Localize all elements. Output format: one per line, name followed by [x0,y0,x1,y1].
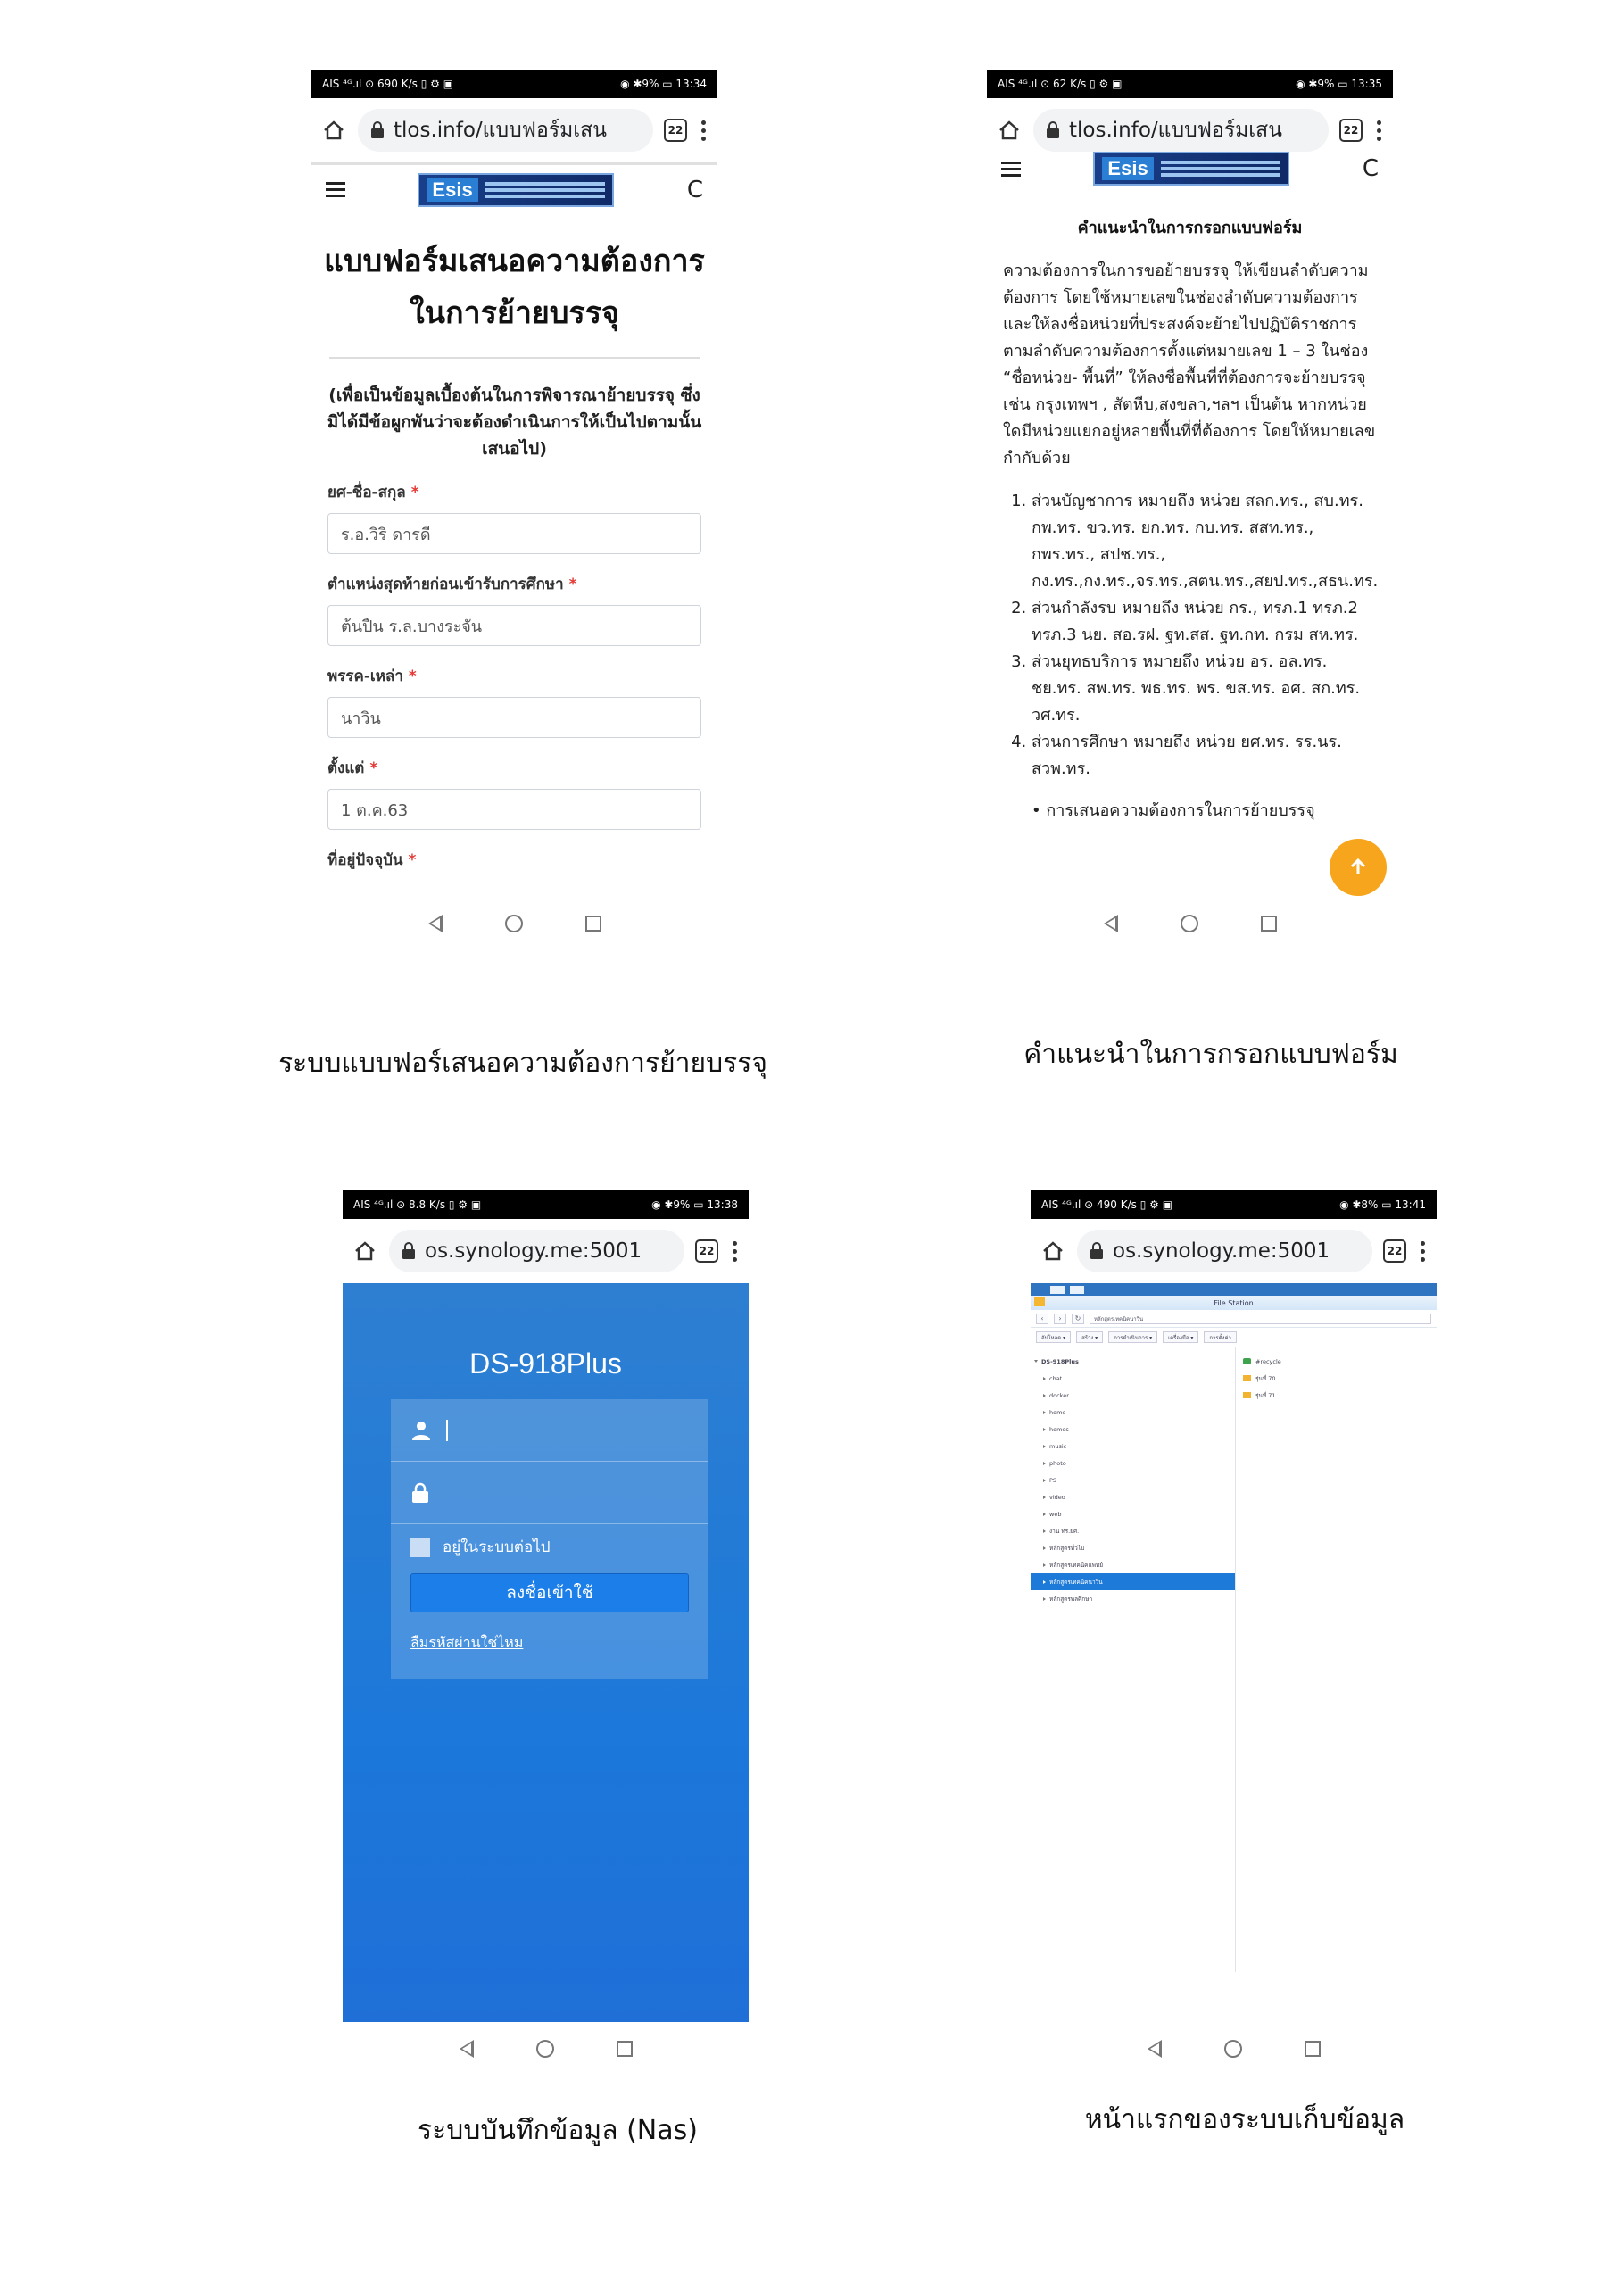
folder-icon [1243,1375,1251,1381]
tree-item[interactable]: homes [1031,1421,1235,1438]
tree-item[interactable]: หลักสูตรพลศึกษา [1031,1590,1235,1607]
field-label-address: ที่อยู่ปัจจุบัน * [327,851,417,869]
tab-switcher-button[interactable]: 22 [1383,1239,1406,1263]
remember-me[interactable] [391,1535,708,1559]
field-label-since: ตั้งแต่ * [327,759,378,777]
url-field[interactable] [389,1230,684,1272]
bullet-item: • การเสนอความต้องการในการย้ายบรรจุ [1032,801,1315,820]
tree-item-selected[interactable]: หลักสูตรเทคนิคนาวิน [1031,1573,1235,1590]
position-field[interactable]: ต้นปืน ร.ล.บางระจัน [327,605,701,646]
screen-file-station [1031,1190,1437,2074]
instructions-paragraph: ความต้องการในการขอย้ายบรรจุ ให้เขียนลำดับความต้องการ โดยใช้หมายเลขในช่องลำดับความต้องการ และให้ลงชื่อหน่วยที่ประสงค์จะย้ายไปปฏิบัติราชการตามลำดับความต้องการตั้งแต่หมายเลข 1 – 3 ในช่อง “ชื่อหน่วย- พื้นที่” ให้ลงชื่อพื้นที่ที่ต้องการจะย้ายบรรจุ เช่น กรุงเทพฯ , สัตหีบ,สงขลา,ฯลฯ เป็นต้น หากหน่วยใดมีหน่วยแยกอยู่หลายพื้นที่ที่ต้องการ โดยให้หมายเลขกำกับด้วย [1003,261,1376,468]
tree-item[interactable]: home [1031,1404,1235,1421]
url-text: os.synology.me:5001 [425,1239,642,1263]
nas-device-title: DS-918Plus [469,1347,622,1380]
home-icon[interactable] [352,1238,378,1264]
back-icon[interactable] [460,2040,474,2058]
remember-label: อยู่ในระบบต่อไป [443,1538,551,1556]
url-field[interactable] [1077,1230,1372,1272]
tab-switcher-button[interactable]: 22 [695,1239,718,1263]
path-bar [1031,1310,1437,1328]
site-header [311,162,717,214]
more-menu-icon[interactable] [729,1241,740,1262]
status-right: ◉ ✱9% ▭ 13:34 [620,78,707,90]
status-right: ◉ ✱8% ▭ 13:41 [1339,1198,1426,1211]
esis-logo: Esis [1093,152,1289,186]
caption-nas: ระบบบันทึกข้อมูล (Nas) [418,2115,698,2146]
screen-instructions [987,70,1393,949]
divider [329,357,700,359]
nas-login-background [343,1283,749,2022]
file-list [1243,1353,1281,1404]
back-icon[interactable] [1104,915,1118,932]
create-button[interactable]: สร้าง ▾ [1076,1331,1103,1343]
list-item: 4. ส่วนการศึกษา หมายถึง หน่วย ยศ.ทร. รร.นร. สวพ.ทร. [1032,729,1377,783]
android-nav-bar [343,2024,749,2074]
folder-tree [1031,1347,1236,1972]
home-icon[interactable] [996,117,1023,144]
tree-item[interactable]: PS [1031,1471,1235,1488]
status-right: ◉ ✱9% ▭ 13:35 [1296,78,1382,90]
list-item: 1. ส่วนบัญชาการ หมายถึง หน่วย สลก.ทร., สบ.ทร. กพ.ทร. ขว.ทร. ยก.ทร. กบ.ทร. สสท.ทร., กพร.ทร., สปช.ทร., กง.ทร.,กง.ทร.,จร.ทร.,สตน.ทร.,สยป.ทร.,สธน.ทร. [1032,488,1377,595]
status-bar [311,70,717,98]
since-field[interactable]: 1 ต.ค.63 [327,789,701,830]
remember-checkbox[interactable] [410,1538,430,1557]
back-nav-icon[interactable]: ‹ [1036,1314,1048,1324]
hamburger-menu-icon[interactable] [1001,162,1021,177]
caption-file-station: หน้าแรกของระบบเก็บข้อมูล [1084,2104,1405,2135]
login-button[interactable]: ลงชื่อเข้าใช้ [410,1573,689,1612]
url-text: os.synology.me:5001 [1113,1239,1330,1263]
tree-root[interactable]: DS-918Plus [1031,1353,1235,1370]
form-note: (เพื่อเป็นข้อมูลเบื้องต้นในการพิจารณาย้ายบรรจุ ซึ่งมิได้มีข้อผูกพันว่าจะต้องดำเนินการให้เป็นไปตามนั้นเสนอไป) [327,385,702,459]
lock-icon [1046,121,1060,139]
back-icon[interactable] [428,915,443,932]
password-field[interactable] [391,1462,708,1524]
field-label-position: ตำแหน่งสุดท้ายก่อนเข้ารับการศึกษา * [327,576,577,593]
dsm-taskbar [1031,1283,1437,1296]
screen-nas-login [343,1190,749,2074]
recycle-bin-icon [1243,1358,1251,1364]
hamburger-menu-icon[interactable] [326,182,345,197]
tree-item[interactable]: web [1031,1505,1235,1522]
status-left: AIS ⁴ᴳ.ıl ⊙ 490 K/s ▯ ⚙ ▣ [1041,1198,1173,1211]
home-icon[interactable] [1040,1238,1066,1264]
user-icon [410,1420,432,1441]
caption-form: ระบบแบบฟอร์เสนอความต้องการย้ายบรรจุ [278,1048,767,1079]
android-nav-bar [311,899,717,949]
file-station-taskbar-icon[interactable] [1070,1286,1084,1294]
field-label-name: ยศ-ชื่อ-สกุล * [327,484,419,501]
folder-icon [1243,1392,1251,1398]
recent-apps-icon[interactable] [585,916,601,932]
recent-apps-icon[interactable] [617,2041,633,2057]
settings-button[interactable]: การตั้งค่า [1204,1331,1236,1343]
tab-switcher-button[interactable]: 22 [1339,119,1363,142]
url-text: tlos.info/แบบฟอร์มเสน [394,119,607,142]
status-bar [343,1190,749,1219]
url-field[interactable] [358,109,653,152]
lock-icon [1090,1242,1104,1260]
status-left: AIS ⁴ᴳ.ıl ⊙ 62 K/s ▯ ⚙ ▣ [998,78,1123,90]
url-field[interactable] [1033,109,1329,152]
reload-icon[interactable]: C [686,176,703,203]
action-button[interactable]: การดำเนินการ ▾ [1108,1331,1157,1343]
path-field[interactable]: หลักสูตรเทคนิคนาวิน [1090,1314,1431,1324]
tree-item[interactable]: หลักสูตรทั่วไป [1031,1539,1235,1556]
tree-item[interactable]: หลักสูตรเทคนิคแพทย์ [1031,1556,1235,1573]
instructions-heading: คำแนะนำในการกรอกแบบฟอร์ม [1077,219,1303,237]
main-menu-icon[interactable] [1050,1286,1065,1294]
status-right: ◉ ✱9% ▭ 13:38 [651,1198,738,1211]
status-bar [1031,1190,1437,1219]
tree-item[interactable]: docker [1031,1387,1235,1404]
home-circle-icon[interactable] [536,2040,554,2058]
browser-url-bar [311,98,717,162]
home-icon[interactable] [320,117,347,144]
status-left: AIS ⁴ᴳ.ıl ⊙ 8.8 K/s ▯ ⚙ ▣ [353,1198,482,1211]
screen-form [311,70,717,949]
more-menu-icon[interactable] [698,120,708,141]
forgot-password-link[interactable]: ลืมรหัสผ่านใช่ไหม [410,1634,524,1651]
file-row[interactable]: #recycle [1243,1353,1281,1370]
forward-nav-icon[interactable]: › [1054,1314,1066,1324]
window-title-bar [1031,1296,1437,1310]
browser-url-bar [1031,1219,1437,1283]
home-circle-icon[interactable] [1181,915,1198,932]
more-menu-icon[interactable] [1373,120,1384,141]
android-nav-bar [1031,2024,1437,2074]
branch-field[interactable]: นาวิน [327,697,701,738]
file-row[interactable]: รุ่นที่ 70 [1243,1370,1281,1387]
status-bar [987,70,1393,98]
back-icon[interactable] [1148,2040,1162,2058]
tab-switcher-button[interactable]: 22 [664,119,687,142]
caption-instructions: คำแนะนำในการกรอกแบบฟอร์ม [1023,1039,1398,1070]
home-circle-icon[interactable] [505,915,523,932]
app-title: File Station [1214,1298,1254,1307]
tree-item[interactable]: music [1031,1438,1235,1455]
login-card [391,1399,708,1679]
reload-icon[interactable]: C [1362,155,1379,182]
unit-list [987,488,1393,783]
scroll-to-top-button[interactable] [1330,839,1387,896]
lock-icon [370,121,385,139]
tools-button[interactable]: เครื่องมือ ▾ [1163,1331,1198,1343]
url-text: tlos.info/แบบฟอร์มเสน [1069,119,1282,142]
toolbar [1031,1328,1437,1347]
arrow-up-icon [1347,857,1369,878]
more-menu-icon[interactable] [1417,1241,1428,1262]
name-field[interactable]: ร.อ.วิริ ดารดี [327,513,701,554]
text-cursor [446,1420,448,1441]
site-header [987,152,1393,186]
android-nav-bar [987,899,1393,949]
tree-item[interactable]: video [1031,1488,1235,1505]
field-label-branch: พรรค-เหล่า * [327,667,417,685]
tree-item[interactable]: photo [1031,1455,1235,1471]
username-field[interactable] [391,1399,708,1462]
lock-icon [402,1242,416,1260]
folder-icon [1034,1297,1045,1306]
recent-apps-icon[interactable] [1261,916,1277,932]
browser-url-bar [343,1219,749,1283]
esis-logo: Esis [418,173,614,207]
tree-item[interactable]: งาน ทร.ยศ. [1031,1522,1235,1539]
status-left: AIS ⁴ᴳ.ıl ⊙ 690 K/s ▯ ⚙ ▣ [322,78,454,90]
refresh-icon[interactable]: ↻ [1072,1314,1084,1324]
page-title: แบบฟอร์มเสนอความต้องการ ในการย้ายบรรจุ [324,244,705,331]
list-item: 2. ส่วนกำลังรบ หมายถึง หน่วย กร., ทรภ.1 ทรภ.2 ทรภ.3 นย. สอ.รฝ. ฐท.สส. ฐท.กท. กรม สห.ทร. [1032,595,1377,649]
recent-apps-icon[interactable] [1305,2041,1321,2057]
list-item: 3. ส่วนยุทธบริการ หมายถึง หน่วย อร. อล.ทร. ชย.ทร. สพ.ทร. พธ.ทร. พร. ขส.ทร. อศ. สก.ทร. วศ.ทร. [1032,649,1377,729]
home-circle-icon[interactable] [1224,2040,1242,2058]
file-browser [1031,1347,1437,1972]
upload-button[interactable]: อัปโหลด ▾ [1036,1331,1071,1343]
tree-item[interactable]: chat [1031,1370,1235,1387]
file-row[interactable]: รุ่นที่ 71 [1243,1387,1281,1404]
file-station-window [1031,1283,1437,2022]
lock-icon [410,1482,430,1504]
